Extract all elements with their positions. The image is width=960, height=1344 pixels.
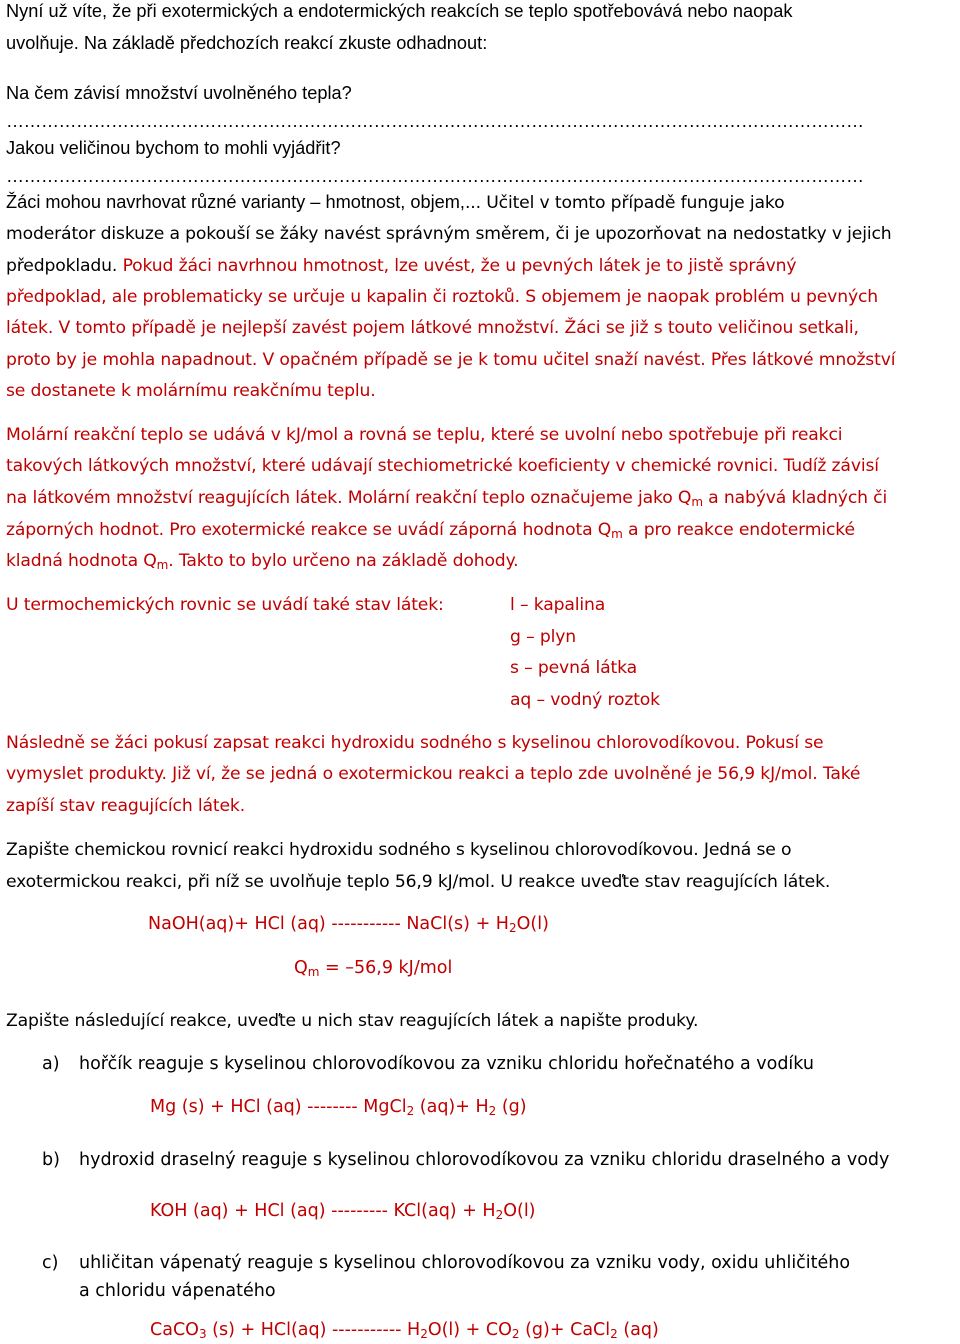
molar-line-3: na látkovém množství reagujících látek. Molární reakční teplo označujeme jako $Q_m$ a nabývá kladných či <box>6 488 888 509</box>
state-solid: s – pevná látka <box>510 658 638 678</box>
state-liquid: l – kapalina <box>510 595 606 615</box>
answer-dots-1: ………………………………………………………………………………………………………………………………… <box>6 111 864 131</box>
discussion-line-5: látek. V tomto případě je nejlepší zavést pojem látkové množství. Žáci se již s touto veličinou setkali, <box>6 318 859 338</box>
state-aqueous: aq – vodný roztok <box>510 690 660 710</box>
equation-naoh-hcl: NaOH(aq)+ HCl (aq) ----------- NaCl(s) + $H_2O(l)$ <box>148 914 549 935</box>
item-c-text-line-2: a chloridu vápenatého <box>79 1281 276 1301</box>
molar-line-2: takových látkových množství, které udávají stechiometrické koeficienty v chemické rovnici. Tudíž závisí <box>6 456 879 476</box>
intro-line-1: Nyní už víte, že při exotermických a endotermických reakcích se teplo spotřebovává nebo naopak <box>6 1 793 21</box>
discussion-line-1: Žáci mohou navrhovat různé varianty – hmotnost, objem,... Učitel v tomto případě funguje jako <box>6 192 785 213</box>
equation-koh-hcl: KOH (aq) + HCl (aq) --------- $KCl(aq) + H_2O(l)$ <box>150 1201 536 1222</box>
state-gas: g – plyn <box>510 627 576 647</box>
question-heat-amount: Na čem závisí množství uvolněného tepla? <box>6 83 352 103</box>
item-a-label: a) <box>42 1054 60 1074</box>
naoh-intro-line-2: vymyslet produkty. Již ví, že se jedná o exotermickou reakci a teplo zde uvolněné je 56,9 kJ/mol. Také <box>6 764 861 784</box>
intro-line-2: uvolňuje. Na základě předchozích reakcí zkuste odhadnout: <box>6 33 488 53</box>
naoh-intro-line-3: zapíší stav reagujících látek. <box>6 796 246 816</box>
molar-line-5: kladná hodnota $Q_m$. Takto to bylo určeno na základě dohody. <box>6 551 519 572</box>
discussion-line-3: předpokladu. Pokud žáci navrhnou hmotnost, lze uvést, že u pevných látek je to jistě správný <box>6 256 797 276</box>
item-b-label: b) <box>42 1150 60 1170</box>
task2-intro: Zapište následující reakce, uveďte u nich stav reagujících látek a napište produky. <box>6 1011 699 1031</box>
discussion-line-2: moderátor diskuze a pokouší se žáky navést správným směrem, či je upozorňovat na nedostatky v jejich <box>6 224 892 244</box>
equation-mg-hcl: Mg (s) + HCl (aq) -------- MgCl$_2$ $(aq)+ H_2$ (g) <box>150 1097 527 1118</box>
naoh-intro-line-1: Následně se žáci pokusí zapsat reakci hydroxidu sodného s kyselinou chlorovodíkovou. Pokusí se <box>6 733 824 753</box>
molar-line-4: záporných hodnot. Pro exotermické reakce se uvádí záporná hodnota $Q_m$ a pro reakce endotermické <box>6 520 855 541</box>
equation-caco3-hcl: CaCO$_3$ (s) + HCl(aq) ----------- $H_2O(l) + CO_2$ (g)+ CaCl$_2$ (aq) <box>150 1320 659 1341</box>
task1-line-2: exotermickou reakci, při níž se uvolňuje teplo 56,9 kJ/mol. U reakce uveďte stav reagujících látek. <box>6 872 831 892</box>
molar-line-1: Molární reakční teplo se udává v kJ/mol a rovná se teplu, které se uvolní nebo spotřebuje při reakci <box>6 425 843 445</box>
discussion-line-6: proto by je mohla napadnout. V opačném případě se je k tomu učitel snaží navést. Přes látkové množství <box>6 350 896 370</box>
question-quantity: Jakou veličinou bychom to mohli vyjádřit? <box>6 138 341 158</box>
task1-line-1: Zapište chemickou rovnicí reakci hydroxidu sodného s kyselinou chlorovodíkovou. Jedná se o <box>6 840 792 860</box>
molar-heat-value: $Q_m = -56,9$ kJ/mol <box>294 958 453 979</box>
discussion-line-4: předpoklad, ale problematicky se určuje u kapalin či roztoků. S objemem je naopak problém u pevných <box>6 287 879 307</box>
states-heading: U termochemických rovnic se uvádí také stav látek: <box>6 595 444 615</box>
item-c-label: c) <box>42 1253 59 1273</box>
item-a-text: hořčík reaguje s kyselinou chlorovodíkovou za vzniku chloridu hořečnatého a vodíku <box>79 1054 814 1074</box>
answer-dots-2: ………………………………………………………………………………………………………………………………… <box>6 166 864 186</box>
discussion-line-7: se dostanete k molárnímu reakčnímu teplu. <box>6 381 376 401</box>
item-b-text: hydroxid draselný reaguje s kyselinou chlorovodíkovou za vzniku chloridu draselného a vody <box>79 1150 890 1170</box>
item-c-text-line-1: uhličitan vápenatý reaguje s kyselinou chlorovodíkovou za vzniku vody, oxidu uhličitého <box>79 1253 851 1273</box>
